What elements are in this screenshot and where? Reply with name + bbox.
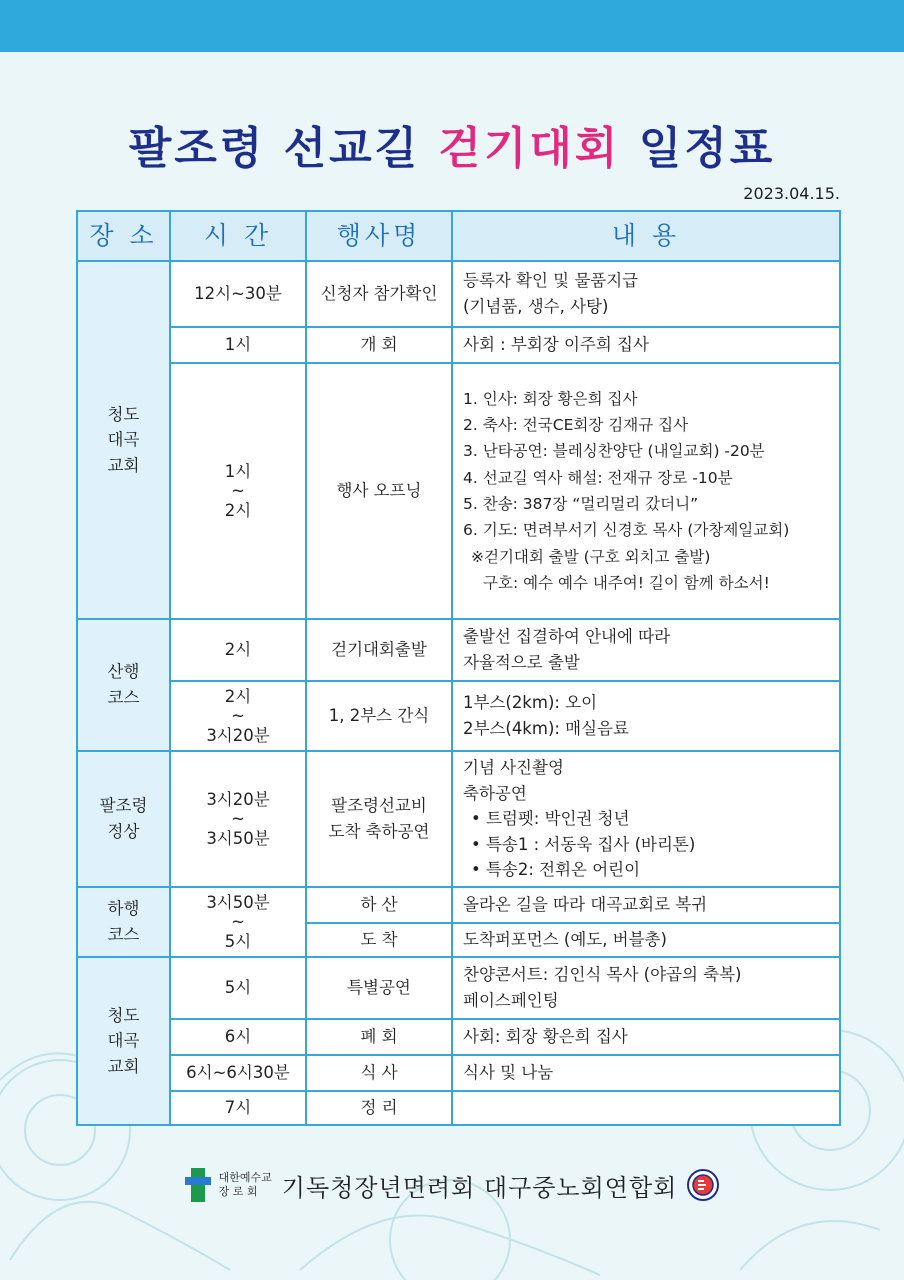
organization-name: 기독청장년면려회 대구중노회연합회 xyxy=(281,1173,678,1202)
place-cell: 청도 대곡 교회 xyxy=(77,957,170,1125)
event-cell: 도 착 xyxy=(306,923,452,957)
table-row xyxy=(77,363,840,619)
schedule-table xyxy=(76,210,841,1126)
event-cell: 정 리 xyxy=(306,1091,452,1125)
event-cell: 팔조령선교비 도착 축하공연 xyxy=(306,751,452,887)
top-color-bar xyxy=(0,0,904,52)
event-cell: 걷기대회출발 xyxy=(306,619,452,681)
content-cell: 올라온 길을 따라 대곡교회로 복귀 xyxy=(452,887,840,923)
time-cell: 1시 xyxy=(170,327,306,363)
schedule-date: 2023.04.15. xyxy=(743,184,840,203)
content-cell: 등록자 확인 및 물품지급 (기념품, 생수, 사탕) xyxy=(452,261,840,327)
table-row xyxy=(77,887,840,923)
church-logo xyxy=(185,1168,272,1202)
time-cell: 6시~6시30분 xyxy=(170,1055,306,1091)
content-cell: 식사 및 나눔 xyxy=(452,1055,840,1091)
event-cell: 1, 2부스 간식 xyxy=(306,681,452,751)
event-cell: 신청자 참가확인 xyxy=(306,261,452,327)
content-cell: 출발선 집결하여 안내에 따라 자율적으로 출발 xyxy=(452,619,840,681)
table-row xyxy=(77,619,840,681)
event-cell: 행사 오프닝 xyxy=(306,363,452,619)
place-cell: 청도 대곡 교회 xyxy=(77,261,170,619)
header-time: 시 간 xyxy=(170,211,306,261)
content-cell: 기념 사진촬영 축하공연 • 트럼펫: 박인권 청년 • 특송1 : 서동욱 집사 (바리톤) • 특송2: 전휘온 어린이 xyxy=(452,751,840,887)
content-cell: 찬양콘서트: 김인식 목사 (야곱의 축복) 페이스페인팅 xyxy=(452,957,840,1019)
event-cell: 식 사 xyxy=(306,1055,452,1091)
table-row xyxy=(77,1055,840,1091)
time-cell: 3시50분 ~ 5시 xyxy=(170,887,306,957)
content-cell: 1부스(2km): 오이 2부스(4km): 매실음료 xyxy=(452,681,840,751)
time-cell: 2시 xyxy=(170,619,306,681)
content-cell: 1. 인사: 회장 황은희 집사 2. 축사: 전국CE회장 김재규 집사 3. 난타공연: 블레싱찬양단 (내일교회) -20분 4. 선교길 역사 해설: 전재규 장로 -10분 5. 찬송: 387장 “멀리멀리 갔더니” 6. 기도: 면려부서기 신경호 목사 (가창제일교회) ※걷기대회 출발 (구호 외치고 출발) 구호: 예수 예수 내주여! 길이 함께 하소서! xyxy=(452,363,840,619)
table-row xyxy=(77,327,840,363)
table-row xyxy=(77,751,840,887)
table-header-row xyxy=(77,211,840,261)
time-cell: 1시 ~ 2시 xyxy=(170,363,306,619)
church-logo-text: 대한예수교 장 로 회 xyxy=(218,1170,272,1198)
time-cell: 6시 xyxy=(170,1019,306,1055)
time-cell: 2시 ~ 3시20분 xyxy=(170,681,306,751)
event-cell: 하 산 xyxy=(306,887,452,923)
place-cell: 산행 코스 xyxy=(77,619,170,751)
header-content: 내 용 xyxy=(452,211,840,261)
content-cell: 사회: 회장 황은희 집사 xyxy=(452,1019,840,1055)
table-row xyxy=(77,957,840,1019)
event-cell: 개 회 xyxy=(306,327,452,363)
time-cell: 5시 xyxy=(170,957,306,1019)
time-cell: 12시~30분 xyxy=(170,261,306,327)
place-cell: 팔조령 정상 xyxy=(77,751,170,887)
table-row xyxy=(77,261,840,327)
content-cell: 사회 : 부회장 이주희 집사 xyxy=(452,327,840,363)
time-cell: 3시20분 ~ 3시50분 xyxy=(170,751,306,887)
footer xyxy=(0,1160,904,1210)
page-title: 팔조령 선교길 걷기대회 일정표 xyxy=(128,123,776,174)
title-accent: 걷기대회 xyxy=(438,123,621,174)
table-row xyxy=(77,1091,840,1125)
content-cell: 도착퍼포먼스 (예도, 버블총) xyxy=(452,923,840,957)
event-cell: 폐 회 xyxy=(306,1019,452,1055)
header-place: 장 소 xyxy=(77,211,170,261)
table-row xyxy=(77,1019,840,1055)
header-event: 행사명 xyxy=(306,211,452,261)
ce-emblem-icon xyxy=(687,1169,719,1201)
event-cell: 특별공연 xyxy=(306,957,452,1019)
place-cell: 하행 코스 xyxy=(77,887,170,957)
cross-logo-icon xyxy=(185,1168,211,1202)
table-row xyxy=(77,681,840,751)
time-cell: 7시 xyxy=(170,1091,306,1125)
content-cell xyxy=(452,1091,840,1125)
